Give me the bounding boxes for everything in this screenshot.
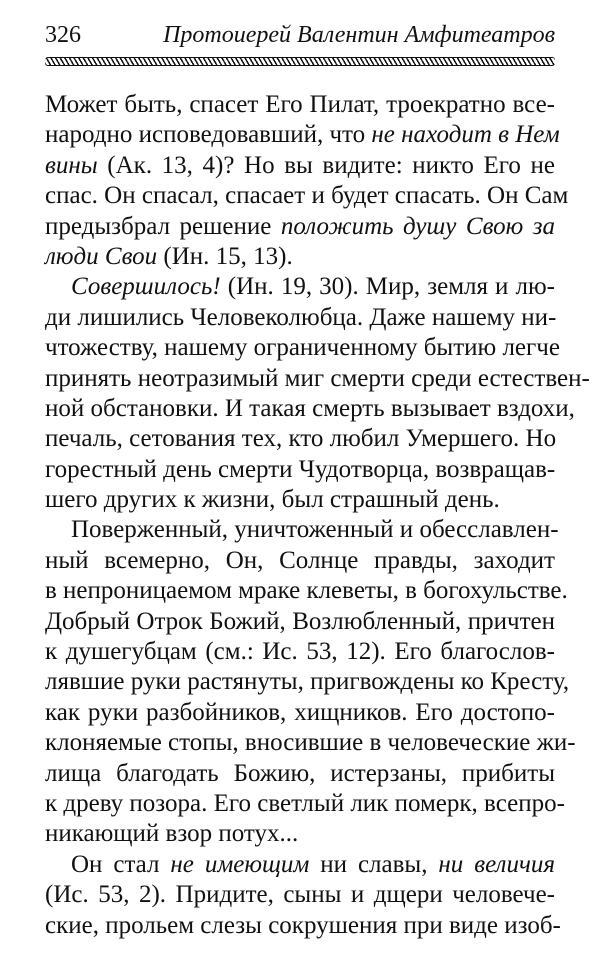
text-segment: ди лишились Человеколюбца. Даже нашему ни- bbox=[45, 303, 557, 331]
text-segment: горестный день смерти Чудотворца, возвращав- bbox=[45, 455, 556, 483]
text-segment: ские, прольем слезы сокрушения при виде изоб- bbox=[45, 911, 561, 939]
text-segment: ный всемерно, Он, Солнце правды, заходит bbox=[45, 546, 555, 574]
text-segment: к душегубцам (см.: Ис. 53, 12). Его благослов- bbox=[45, 638, 555, 666]
running-header bbox=[45, 22, 555, 54]
text-line bbox=[45, 272, 555, 302]
text-segment: ни славы, bbox=[309, 850, 439, 878]
text-segment: лявшие руки растянуты, пригвождены ко Кресту, bbox=[45, 668, 570, 696]
text-line bbox=[45, 90, 555, 120]
italic-quote: вины bbox=[45, 151, 98, 179]
text-line bbox=[45, 698, 555, 728]
italic-quote: положить душу Свою за bbox=[280, 212, 555, 240]
text-line bbox=[45, 242, 555, 272]
italic-quote: Совершилось! bbox=[71, 273, 221, 301]
text-line bbox=[45, 515, 559, 545]
text-segment: народно исповедовавший, что bbox=[45, 121, 372, 149]
page-number: 326 bbox=[45, 22, 81, 48]
text-segment: лища благодать Божию, истерзаны, прибиты bbox=[45, 759, 555, 787]
text-line bbox=[45, 607, 555, 637]
text-line bbox=[45, 546, 555, 576]
text-line bbox=[45, 637, 555, 667]
text-segment: в непроницаемом мраке клеветы, в богохульстве. bbox=[45, 577, 568, 605]
text-line bbox=[45, 880, 555, 910]
italic-quote: люди Свои bbox=[45, 242, 158, 270]
text-segment: шего других к жизни, был страшный день. bbox=[45, 486, 500, 514]
text-line bbox=[45, 120, 560, 150]
text-segment: предызбрал решение bbox=[45, 212, 281, 240]
text-segment: печаль, сетования тех, кто любил Умершего. Но bbox=[45, 425, 557, 453]
italic-quote: не имеющим bbox=[170, 850, 310, 878]
text-segment: (Ак. 13, 4)? Но вы видите: никто Его не bbox=[97, 151, 555, 179]
text-segment: чтожеству, нашему ограниченному бытию легче bbox=[45, 334, 560, 362]
text-segment: принять неотразимый миг смерти среди естествен- bbox=[45, 364, 590, 392]
text-segment: (Ин. 19, 30). Мир, земля и лю- bbox=[220, 273, 555, 301]
text-line bbox=[45, 576, 568, 606]
text-line bbox=[45, 424, 555, 454]
text-line bbox=[45, 789, 565, 819]
text-line bbox=[45, 181, 569, 211]
text-segment: Он стал bbox=[71, 850, 171, 878]
text-segment: (Ис. 53, 2). Придите, сыны и дщери человече- bbox=[45, 881, 555, 909]
text-line bbox=[45, 455, 555, 485]
body-text bbox=[45, 90, 590, 941]
text-line bbox=[45, 364, 590, 394]
text-line bbox=[45, 212, 555, 242]
text-segment: Добрый Отрок Божий, Возлюбленный, причтен bbox=[45, 607, 555, 635]
text-segment: клоняемые стопы, вносившие в человеческие жи- bbox=[45, 729, 576, 757]
text-segment: никающий взор потух... bbox=[45, 820, 299, 848]
text-line bbox=[45, 303, 555, 333]
text-line bbox=[45, 759, 555, 789]
text-line bbox=[45, 667, 570, 697]
text-line bbox=[45, 333, 560, 363]
text-segment: Может быть, спасет Его Пилат, троекратно все- bbox=[45, 91, 555, 118]
text-line bbox=[45, 151, 555, 181]
text-line bbox=[45, 819, 555, 849]
decorative-rule bbox=[45, 57, 555, 66]
running-title: Протоиерей Валентин Амфитеатров bbox=[163, 22, 555, 48]
text-line bbox=[45, 850, 555, 880]
text-line bbox=[45, 394, 575, 424]
text-segment: ной обстановки. И такая смерть вызывает вздохи, bbox=[45, 394, 575, 422]
text-segment: как руки разбойников, хищников. Его достопо- bbox=[45, 698, 555, 726]
text-segment: Поверженный, уничтоженный и обесславлен- bbox=[71, 516, 559, 544]
text-segment: (Ин. 15, 13). bbox=[157, 242, 293, 270]
text-line bbox=[45, 728, 576, 758]
text-segment: спас. Он спасал, спасает и будет спасать. Он Сам bbox=[45, 182, 569, 210]
italic-quote: ни величия bbox=[438, 850, 555, 878]
italic-quote: не находит в Нем bbox=[371, 121, 560, 149]
text-line bbox=[45, 485, 555, 515]
text-segment: к древу позора. Его светлый лик померк, всепро- bbox=[45, 789, 565, 817]
text-line bbox=[45, 911, 561, 941]
